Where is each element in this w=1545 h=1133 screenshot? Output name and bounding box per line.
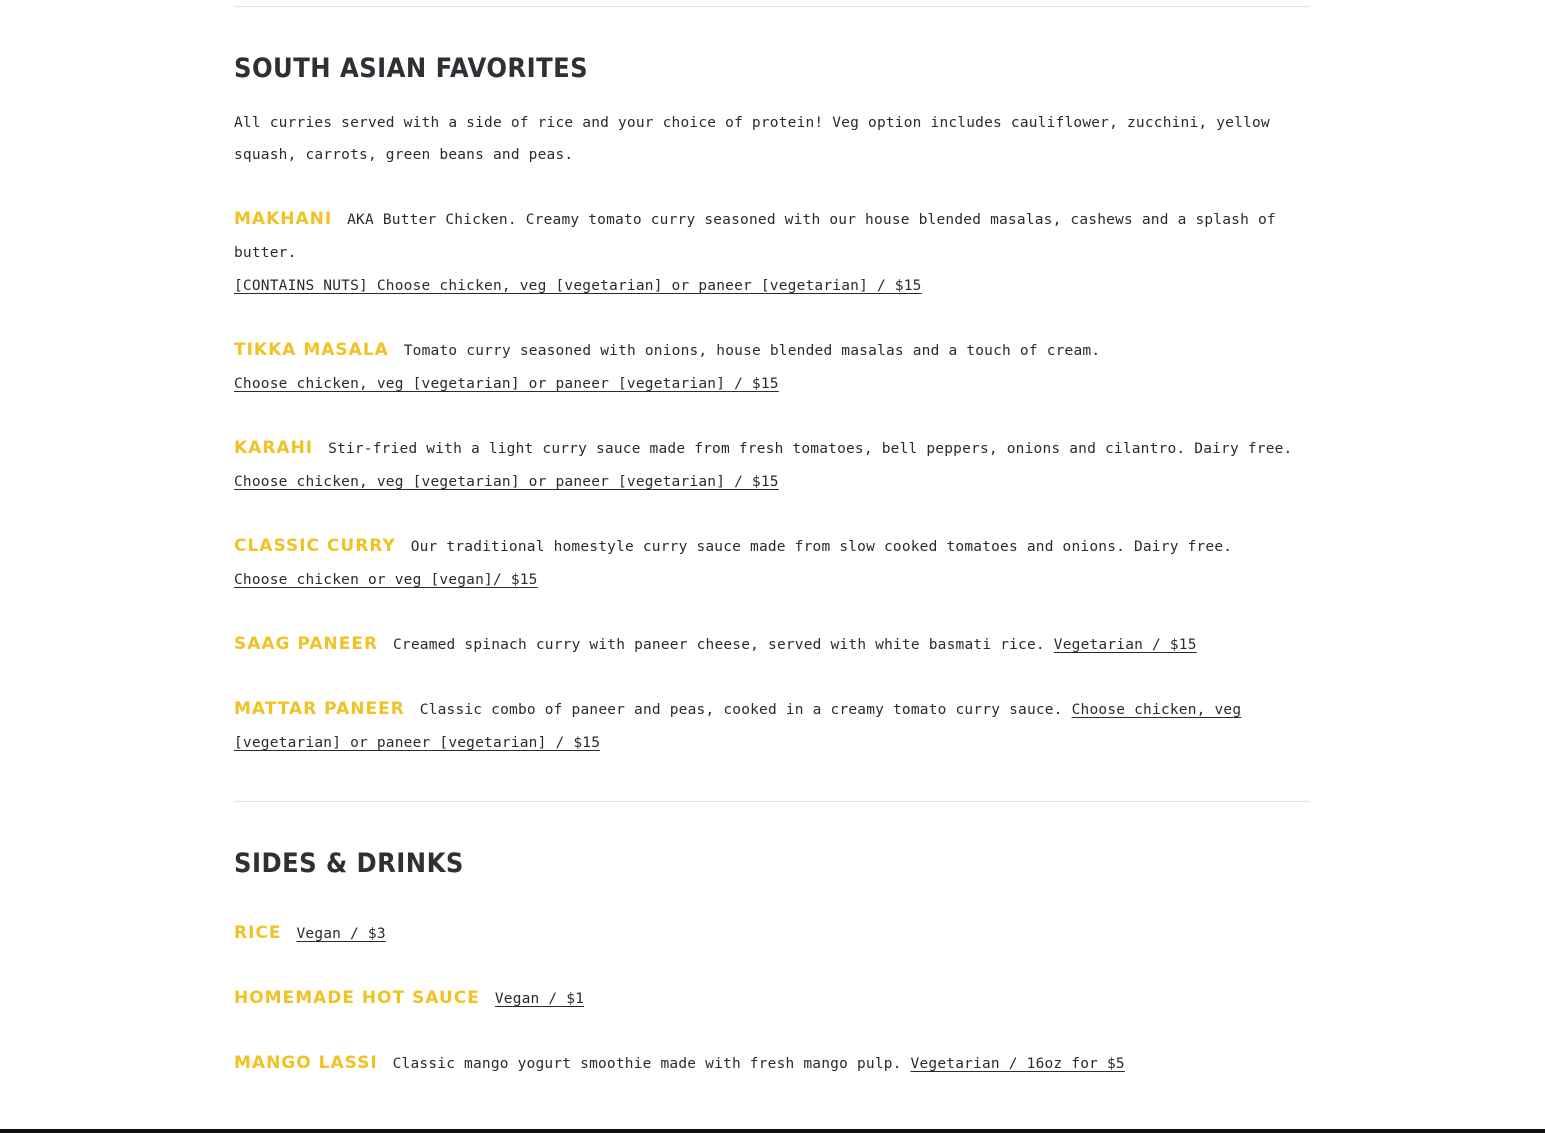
item-price-link[interactable]: [CONTAINS NUTS] Choose chicken, veg [vegetarian] or paneer [vegetarian] / $15 bbox=[234, 278, 922, 294]
menu-item-rice bbox=[234, 917, 1310, 951]
item-name: HOMEMADE HOT SAUCE bbox=[234, 988, 480, 1008]
menu-section-sides-drinks bbox=[234, 848, 1310, 1081]
item-name: MAKHANI bbox=[234, 209, 333, 229]
item-name: MANGO LASSI bbox=[234, 1053, 378, 1073]
item-price-link[interactable]: Choose chicken, veg [vegetarian] or paneer [vegetarian] / $15 bbox=[234, 702, 1242, 751]
item-price-link[interactable]: Vegetarian / 16oz for $5 bbox=[910, 1056, 1125, 1072]
item-price-link[interactable]: Vegan / $1 bbox=[494, 991, 585, 1007]
item-description: Classic combo of paneer and peas, cooked in a creamy tomato curry sauce. bbox=[419, 702, 1063, 718]
item-name: CLASSIC CURRY bbox=[234, 536, 396, 556]
menu-item-saag-paneer bbox=[234, 628, 1310, 662]
item-price-link[interactable]: Choose chicken, veg [vegetarian] or paneer [vegetarian] / $15 bbox=[234, 474, 779, 490]
menu-item-classic-curry bbox=[234, 530, 1310, 597]
divider bbox=[234, 801, 1310, 802]
menu-item-karahi bbox=[234, 432, 1310, 499]
item-name: MATTAR PANEER bbox=[234, 699, 405, 719]
menu-item-makhani bbox=[234, 203, 1310, 303]
item-name: TIKKA MASALA bbox=[234, 340, 389, 360]
section-title: SIDES & DRINKS bbox=[234, 848, 464, 879]
item-price-link[interactable]: Vegan / $3 bbox=[296, 926, 386, 942]
menu-item-mango-lassi bbox=[234, 1047, 1310, 1081]
item-name: KARAHI bbox=[234, 438, 314, 458]
item-description: Stir-fried with a light curry sauce made from fresh tomatoes, bell peppers, onions and cilantro. Dairy free. bbox=[328, 441, 1293, 457]
item-price-link[interactable]: Choose chicken, veg [vegetarian] or paneer [vegetarian] / $15 bbox=[234, 376, 779, 392]
footer-bar bbox=[0, 1129, 1545, 1133]
menu-container bbox=[234, 0, 1310, 1081]
menu-section-south-asian bbox=[234, 53, 1310, 760]
item-description: Tomato curry seasoned with onions, house blended masalas and a touch of cream. bbox=[403, 343, 1101, 359]
menu-item-hot-sauce bbox=[234, 982, 1310, 1016]
menu-item-mattar-paneer bbox=[234, 693, 1310, 760]
item-description: Creamed spinach curry with paneer cheese, served with white basmati rice. bbox=[392, 637, 1045, 653]
item-description: AKA Butter Chicken. Creamy tomato curry seasoned with our house blended masalas, cashews and a splash of butter. bbox=[234, 212, 1276, 261]
section-title: SOUTH ASIAN FAVORITES bbox=[234, 53, 589, 84]
item-price-link[interactable]: Vegetarian / $15 bbox=[1053, 637, 1197, 653]
item-description: Our traditional homestyle curry sauce made from slow cooked tomatoes and onions. Dairy free. bbox=[410, 539, 1233, 555]
menu-item-tikka-masala bbox=[234, 334, 1310, 401]
item-description: Classic mango yogurt smoothie made with fresh mango pulp. bbox=[392, 1056, 902, 1072]
item-price-link[interactable]: Choose chicken or veg [vegan]/ $15 bbox=[234, 572, 538, 588]
item-name: RICE bbox=[234, 923, 282, 943]
divider bbox=[234, 6, 1310, 7]
section-intro: All curries served with a side of rice and your choice of protein! Veg option includes cauliflower, zucchini, yellow squash, carrots, green beans and peas. bbox=[234, 115, 1270, 163]
item-name: SAAG PANEER bbox=[234, 634, 379, 654]
